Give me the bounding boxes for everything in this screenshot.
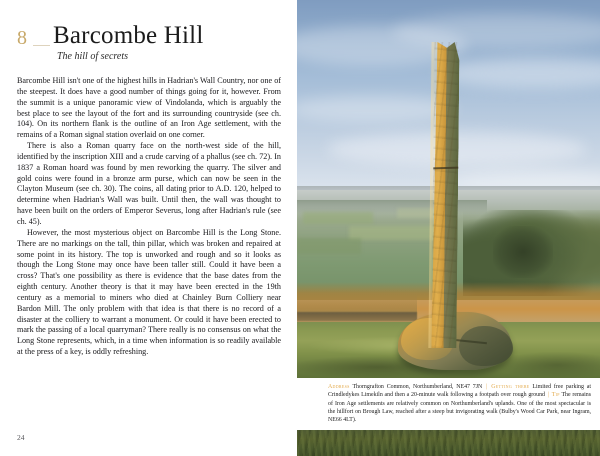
tree-cluster [493,226,553,278]
chapter-subtitle: The hill of secrets [57,51,129,62]
right-page [297,0,600,456]
caption-tip-value: The remains of Iron Age settlements are relatively common on Northumberland's uplands. One of the most spectacular is the hillfort on Brough Law, reached after a steep but invigorating walk (Bulby's Wood Car Park, near Ingram, NE66 4LT). [328,392,592,424]
caption-getting-there-value: Limited free parking at Crindledykes Limekiln and then a 20-minute walk following a footpath over rough ground [328,384,592,399]
long-stone-pillar [431,42,458,348]
caption-label-getting-there: Getting there [491,384,530,390]
pillar-texture [431,42,458,348]
body-paragraph-3: However, the most mysterious object on Barcombe Hill is the Long Stone. There are no markings on the tall, thin pillar, which was broken and repaired at some point in its history. The top is unworked and rough and so it looks as though the Long Stone may once have been taller still. Could it have been a cross? That's one possibility as there is evidence that the base dates from the eighth century. Another theory is that it may have been erected in the 19th century as a memorial to miners who died at Chainley Burn Colliery near Bardon Mill. The only problem with that idea is that there is no record of a disaster at the colliery to warrant a monument. Or could it have been erected to mark the passing of a local quarryman? There really is no consensus on what the Long Stone represents, which, in a time when information is so readily available at the press of a key, is oddly refreshing. [17,227,281,357]
body-paragraph-2: There is also a Roman quarry face on the north-west side of the hill, identified by the inscription XIII and a crude carving of a phallus (see ch. 72). In 1837 a Roman hoard was found by men reworking the quarry. The silver and gold coins were found in a bronze arm purse, which can now be seen in the Clayton Museum (see ch. 30). The coins, all dating prior to A.D. 120, helped to determine when Hadrian's Wall was built. Until then, the wall was thought to have been built on the orders of Emperor Severus, long after Hadrian's rule (see ch. 45). [17,141,281,226]
boulder-shadow [459,326,513,366]
drystone-wall [297,312,417,321]
page-title: Barcombe Hill [53,22,204,49]
chapter-number: 8 [17,27,28,49]
body-paragraph-1: Barcombe Hill isn't one of the highest hills in Hadrian's Wall Country, nor one of the steepest. It does have a good number of things going for it, however. From the summit is a unique panoramic view of Vindolanda, which is arguably the best place to see the layout of the fort and its surrounding countryside (see ch. 104). On its northern flank is the outline of an Iron Age settlement, with the remains of a Roman signal station overlaid on one corner. [17,76,281,140]
field-patch [349,226,439,240]
photo-caption [297,378,600,430]
chapter-header [17,22,282,72]
caption-text [328,383,591,424]
caption-separator-2: | [547,392,549,399]
grass-shadow-right [497,352,600,378]
bottom-photo-strip [297,430,600,456]
caption-address-value: Thorngrafton Common, Northumberland, NE47 7JN [352,384,483,390]
page-number: 24 [17,433,25,442]
photograph-long-stone [297,0,600,378]
chapter-rule-divider [33,45,50,46]
caption-label-address: Address [328,384,350,390]
grass-texture [297,430,600,456]
caption-separator-1: | [486,384,488,390]
caption-label-tip: Tip [551,392,560,399]
field-patch [303,212,373,224]
field-patch [297,238,361,254]
body-text-column [17,76,281,358]
left-page [0,0,297,456]
